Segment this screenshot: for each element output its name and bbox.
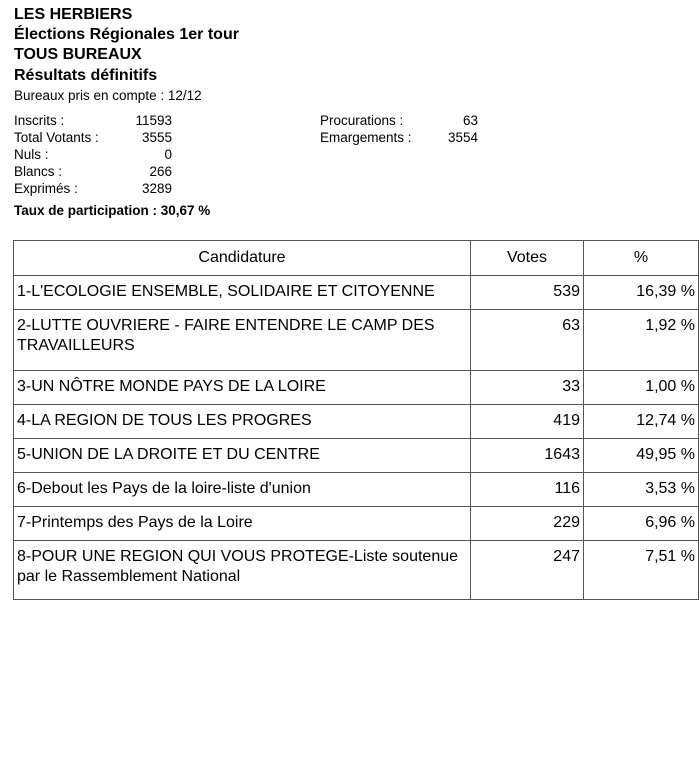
- blancs-value: 266: [149, 164, 172, 179]
- inscrits-value: 11593: [135, 113, 172, 128]
- exprimes-label: Exprimés :: [14, 181, 78, 196]
- candidate-pct: 49,95 %: [584, 439, 699, 473]
- candidate-pct: 12,74 %: [584, 405, 699, 439]
- candidate-votes: 247: [471, 541, 584, 600]
- table-row: [14, 507, 699, 541]
- candidate-pct: 1,00 %: [584, 371, 699, 405]
- table-row: [14, 310, 699, 371]
- blancs-label: Blancs :: [14, 164, 63, 179]
- exprimes-value: 3289: [141, 181, 172, 196]
- table-row: [14, 439, 699, 473]
- nuls-label: Nuls :: [14, 147, 49, 162]
- candidate-pct: 6,96 %: [584, 507, 699, 541]
- table-row: [14, 473, 699, 507]
- header-pct: %: [584, 241, 699, 276]
- table-row: [14, 405, 699, 439]
- votants-value: 3555: [141, 130, 172, 145]
- candidate-pct: 7,51 %: [584, 541, 699, 600]
- table-row: [14, 276, 699, 310]
- results-table: [13, 240, 699, 600]
- table-row: [14, 371, 699, 405]
- table-row: [14, 541, 699, 600]
- candidate-votes: 229: [471, 507, 584, 541]
- candidate-votes: 63: [471, 310, 584, 371]
- emargements-label: Emargements :: [320, 130, 412, 145]
- candidate-votes: 419: [471, 405, 584, 439]
- scope-title: TOUS BUREAUX: [14, 46, 142, 63]
- candidate-pct: 1,92 %: [584, 310, 699, 371]
- candidate-name: 3-UN NÔTRE MONDE PAYS DE LA LOIRE: [14, 371, 471, 405]
- status-title: Résultats définitifs: [14, 67, 158, 84]
- participation-rate: Taux de participation : 30,67 %: [14, 203, 211, 218]
- candidate-name: 4-LA REGION DE TOUS LES PROGRES: [14, 405, 471, 439]
- procurations-label: Procurations :: [320, 113, 404, 128]
- emargements-value: 3554: [447, 130, 478, 145]
- candidate-votes: 33: [471, 371, 584, 405]
- bureaux-count: Bureaux pris en compte : 12/12: [14, 88, 202, 103]
- candidate-name: 8-POUR UNE REGION QUI VOUS PROTEGE-Liste soutenue par le Rassemblement National: [14, 541, 471, 600]
- commune-title: LES HERBIERS: [14, 6, 133, 23]
- candidate-pct: 16,39 %: [584, 276, 699, 310]
- header-votes: Votes: [471, 241, 584, 276]
- candidate-name: 6-Debout les Pays de la loire-liste d'union: [14, 473, 471, 507]
- candidate-votes: 116: [471, 473, 584, 507]
- nuls-value: 0: [164, 147, 172, 162]
- candidate-pct: 3,53 %: [584, 473, 699, 507]
- candidate-name: 7-Printemps des Pays de la Loire: [14, 507, 471, 541]
- votants-label: Total Votants :: [14, 130, 99, 145]
- procurations-value: 63: [462, 113, 478, 128]
- header-candidature: Candidature: [14, 241, 471, 276]
- inscrits-label: Inscrits :: [14, 113, 65, 128]
- table-header-row: [14, 241, 699, 276]
- candidate-name: 1-L'ECOLOGIE ENSEMBLE, SOLIDAIRE ET CITOYENNE: [14, 276, 471, 310]
- candidate-votes: 539: [471, 276, 584, 310]
- candidate-name: 5-UNION DE LA DROITE ET DU CENTRE: [14, 439, 471, 473]
- election-title: Élections Régionales 1er tour: [14, 26, 239, 43]
- candidate-name: 2-LUTTE OUVRIERE - FAIRE ENTENDRE LE CAMP DES TRAVAILLEURS: [14, 310, 471, 371]
- candidate-votes: 1643: [471, 439, 584, 473]
